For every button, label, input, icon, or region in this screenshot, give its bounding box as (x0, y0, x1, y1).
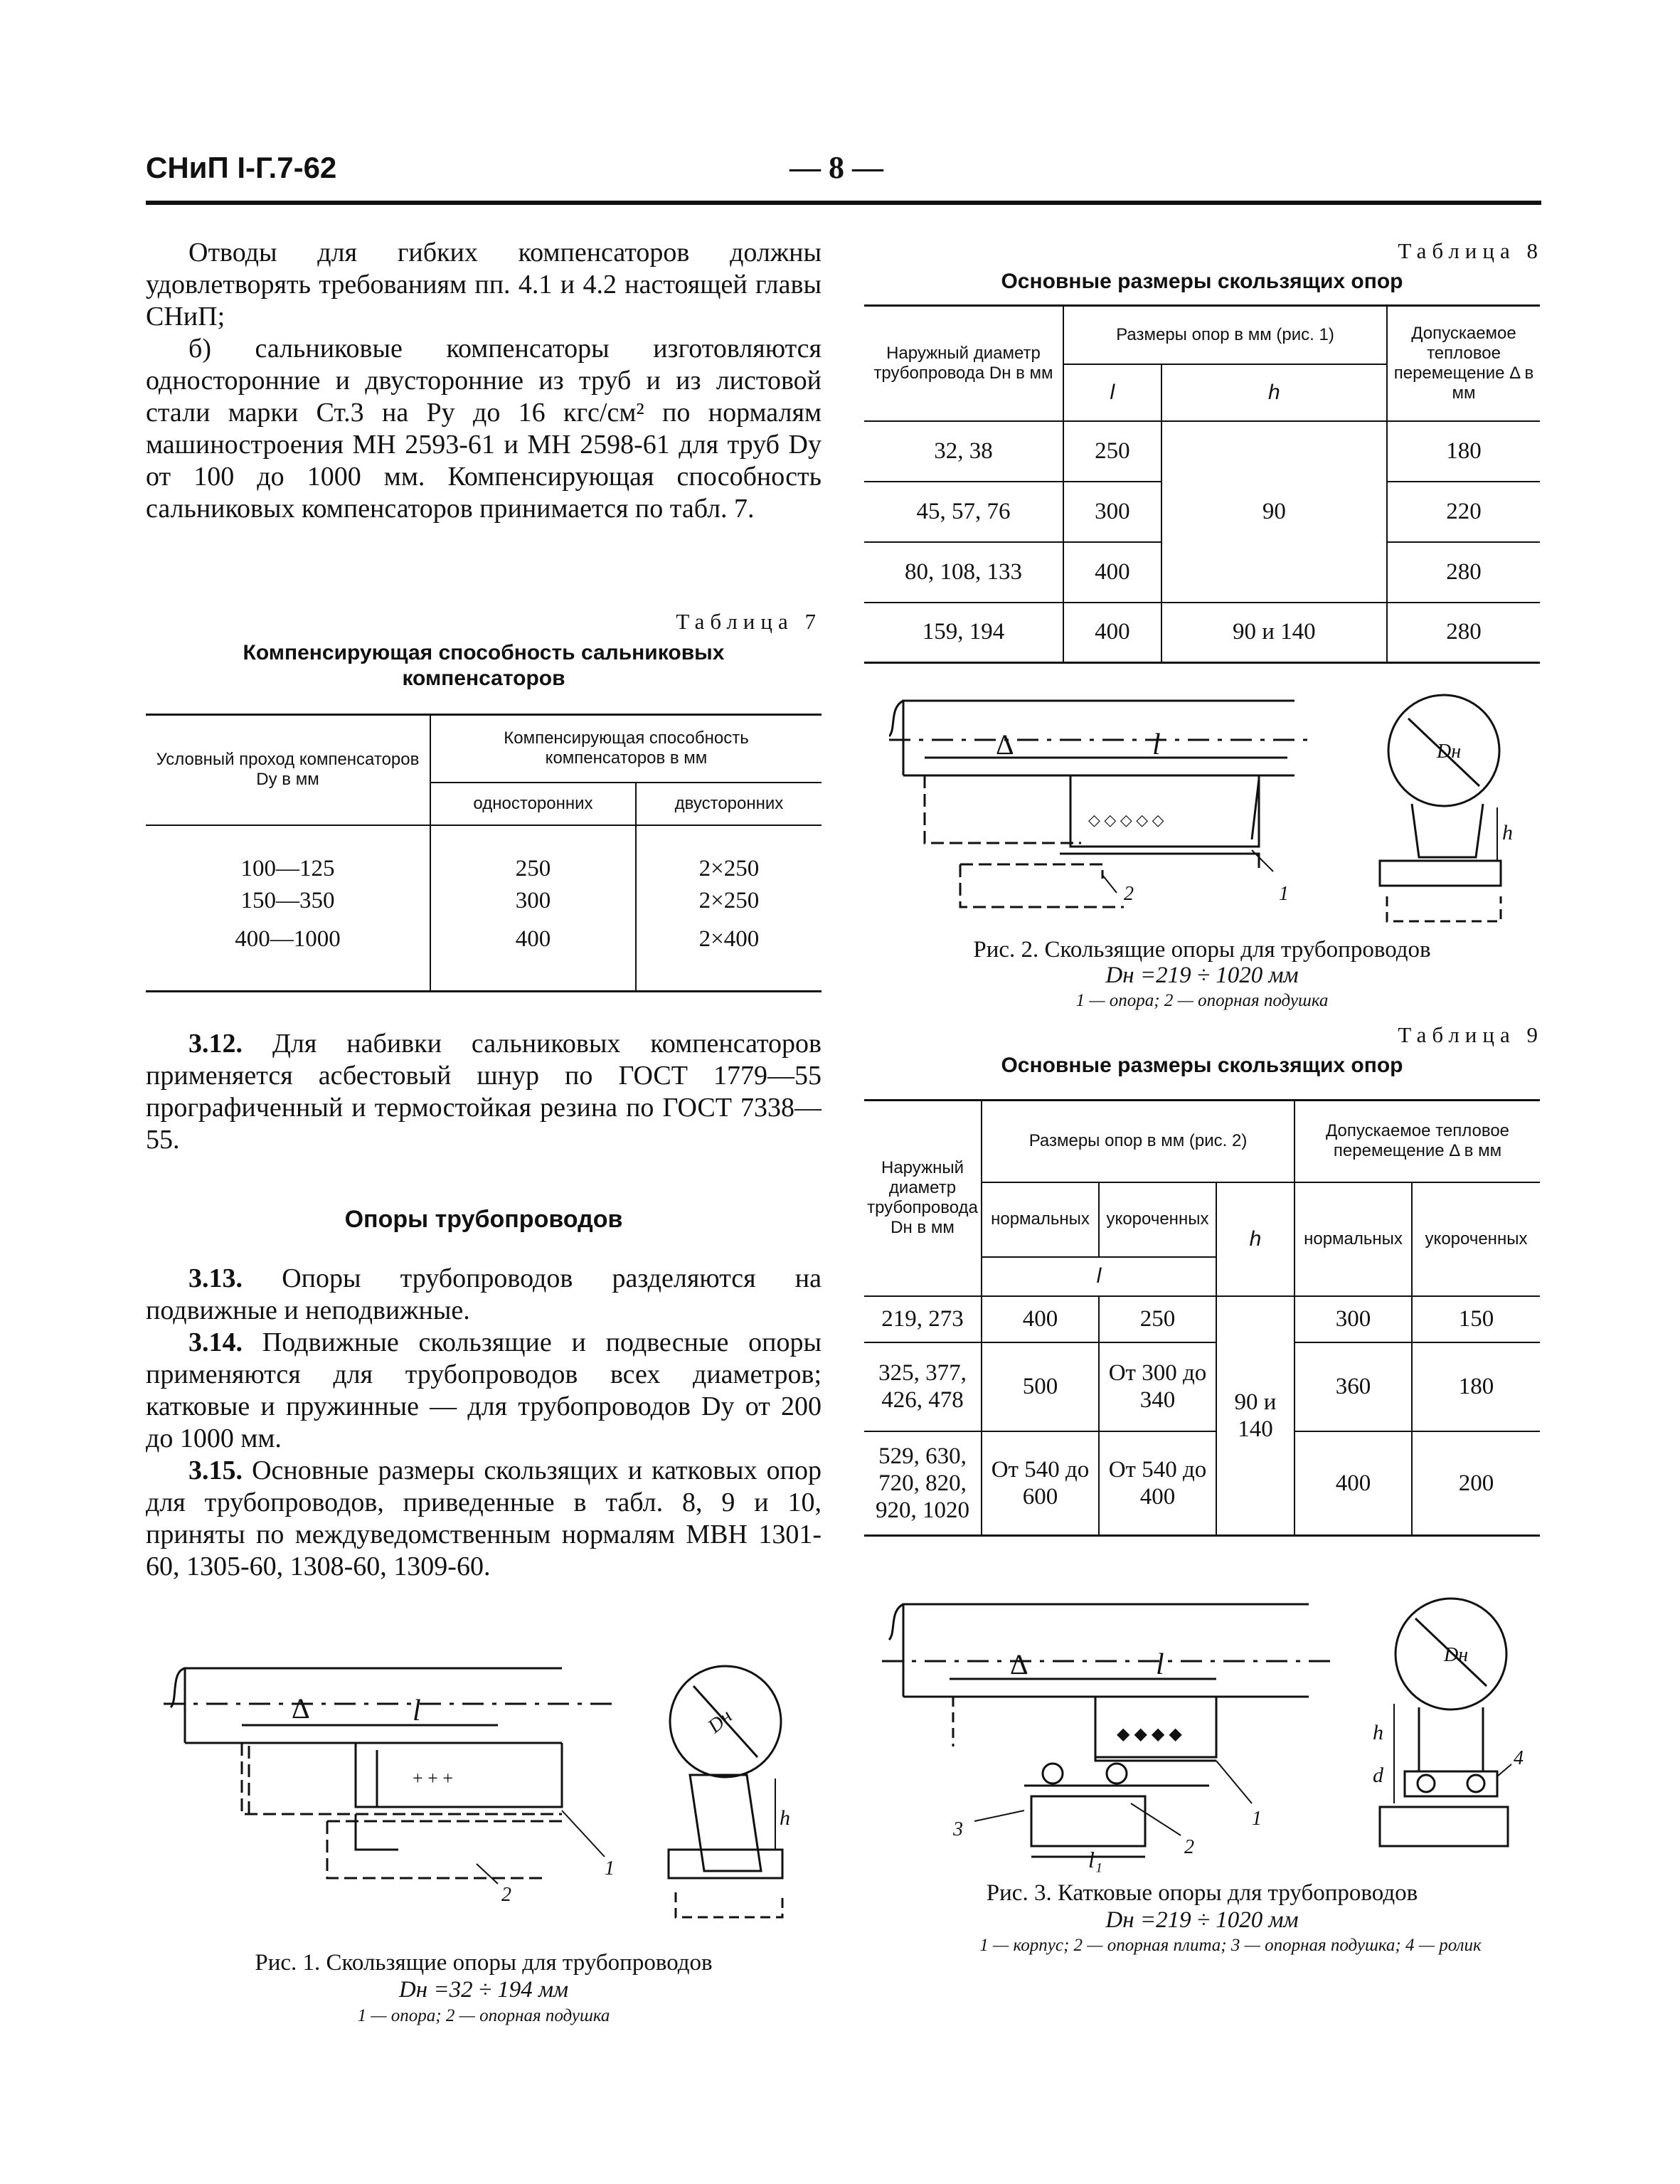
table7-header-two-sided: двусторонних (636, 783, 822, 825)
support-pad (356, 1814, 398, 1850)
label-1: 1 (1252, 1808, 1262, 1830)
table-row (864, 421, 1540, 482)
label-delta: Δ (1010, 1648, 1028, 1680)
table8-cell: 400 (1063, 603, 1161, 663)
figure2-caption-range: Dн =219 ÷ 1020 мм (1105, 963, 1299, 988)
table8-header-h: h (1161, 364, 1387, 421)
leader-4 (1497, 1764, 1511, 1776)
table-row (864, 1296, 1540, 1342)
table8-cell: 180 (1387, 421, 1540, 482)
table9-cell: 400 (982, 1296, 1099, 1342)
table8-cell: 32, 38 (864, 421, 1063, 482)
left-column-intro (146, 237, 822, 525)
table9-cell: От 300 до 340 (1099, 1342, 1216, 1431)
table9-title: Основные размеры скользящих опор (1001, 1054, 1403, 1077)
figure1-caption: Рис. 1. Скользящие опоры для трубопроводов (255, 1950, 713, 1976)
support-plate (1024, 1786, 1209, 1846)
table-row (864, 1342, 1540, 1431)
figure3-caption-range: Dн =219 ÷ 1020 мм (1105, 1907, 1299, 1933)
table7-cell: 400 (430, 921, 636, 992)
page-number: — 8 — (790, 150, 883, 185)
label-delta: Δ (996, 728, 1014, 760)
roller-section-left (1418, 1775, 1435, 1792)
table9-cell: 529, 630, 720, 820, 920, 1020 (864, 1431, 982, 1536)
table9-cell: 300 (1294, 1296, 1412, 1342)
table8-cell: 90 и 140 (1161, 603, 1387, 663)
figure2-sliding-support-drawing (889, 687, 1529, 928)
pipe-outline (889, 1604, 1309, 1697)
table-row (146, 825, 822, 882)
table-row (146, 882, 822, 921)
label-l: l (413, 1695, 421, 1727)
pad-section (669, 1850, 782, 1878)
paragraph-3-12 (146, 1028, 822, 1156)
figure1-caption-range: Dн =32 ÷ 194 мм (398, 1977, 569, 2003)
table7-cell: 2×250 (636, 825, 822, 882)
table7-cell: 400—1000 (146, 921, 430, 992)
roller-section-right (1467, 1775, 1484, 1792)
label-h: h (780, 1806, 790, 1830)
pad-section (1380, 1807, 1508, 1846)
clause-text: Опоры трубопроводов разделяются на подвижные и неподвижные. (146, 1263, 822, 1325)
label-dn: Dн (1444, 1644, 1469, 1666)
table9-header-move-normal: нормальных (1294, 1182, 1412, 1296)
table7-cell: 150—350 (146, 882, 430, 921)
label-2: 2 (1184, 1836, 1194, 1858)
pipe-outline (889, 701, 1294, 775)
table7-title: Компенсирующая способность сальниковых компенсаторов (243, 641, 725, 690)
table8-header-movement: Допускаемое тепловое перемещение Δ в мм (1387, 306, 1540, 421)
table9-header-move-short: укороченных (1412, 1182, 1540, 1296)
table8-cell: 280 (1387, 542, 1540, 603)
table9-cell: 180 (1412, 1342, 1540, 1431)
table9-cell: 325, 377, 426, 478 (864, 1342, 982, 1431)
table9-cell: 150 (1412, 1296, 1540, 1342)
table7-cell: 100—125 (146, 825, 430, 882)
label-dn: Dн (1437, 741, 1462, 763)
table8-label: Таблица 8 (1398, 238, 1543, 263)
table8-header-l: l (1063, 364, 1161, 421)
table7-label: Таблица 7 (676, 609, 822, 634)
table9-header-l: l (982, 1257, 1216, 1296)
figure2-caption: Рис. 2. Скользящие опоры для трубопроводов (973, 937, 1431, 963)
pipe-outline (171, 1668, 562, 1743)
table8-cell: 80, 108, 133 (864, 542, 1063, 603)
table8-title: Основные размеры скользящих опор (1001, 270, 1403, 293)
support-dashed (925, 775, 1081, 843)
table7 (146, 714, 822, 992)
paragraphs-supports (146, 1263, 822, 1583)
table9-header-diameter: Наружный диаметр трубопровода Dн в мм (864, 1101, 982, 1296)
table8-cell: 280 (1387, 603, 1540, 663)
table9-cell: 219, 273 (864, 1296, 982, 1342)
label-l1: l₁ (1088, 1847, 1103, 1872)
leader-1 (562, 1811, 605, 1857)
table9-header-movement: Допускаемое тепловое перемещение Δ в мм (1294, 1101, 1540, 1182)
table-row (864, 1431, 1540, 1536)
label-2: 2 (1124, 883, 1134, 905)
table8-cell-h-merged: 90 (1161, 421, 1387, 603)
table9-header-l-normal: нормальных (982, 1182, 1099, 1257)
section-heading-supports: Опоры трубопроводов (344, 1206, 623, 1233)
leader-1 (1216, 1761, 1252, 1803)
table7-cell: 2×250 (636, 882, 822, 921)
paragraph-gland-compensators: б) сальниковые компенсаторы изготовляются односторонние и двусторонние из труб и из листовой стали марки Ст.3 на Pу до 16 кгс/см² по нормалям машиностроения МН 2593-61 и МН 2598-61 для труб Dу от 100 до 1000 мм. Компенсирующая способность сальниковых компенсаторов принимается по табл. 7. (146, 334, 822, 524)
support-plate (1060, 854, 1259, 868)
table9-cell: От 540 до 400 (1099, 1431, 1216, 1536)
label-h: h (1502, 821, 1513, 844)
pad-section-dashed (1387, 896, 1501, 921)
leader-1 (1252, 850, 1273, 871)
marks: ◆ ◆ ◆ ◆ (1117, 1725, 1182, 1744)
table7-cell: 250 (430, 825, 636, 882)
table9-cell: 400 (1294, 1431, 1412, 1536)
table8-cell: 220 (1387, 482, 1540, 542)
leader-2 (477, 1864, 498, 1884)
support-pad-dashed (960, 864, 1124, 907)
table9-header-h: h (1216, 1182, 1294, 1296)
support-section (690, 1775, 761, 1871)
table9-label: Таблица 9 (1398, 1022, 1543, 1047)
marks: ◇ ◇ ◇ ◇ ◇ (1088, 811, 1164, 829)
label-h: h (1373, 1721, 1383, 1744)
label-4: 4 (1514, 1747, 1524, 1769)
table8 (864, 304, 1540, 664)
label-3: 3 (953, 1818, 963, 1840)
table7-header-capacity: Компенсирующая способность компенсаторов в мм (430, 715, 822, 783)
clause-text: Основные размеры скользящих и катковых опор для трубопроводов, приведенные в табл. 8, 9 и 10, приняты по междуведомственным нормалям МВН 1301-60, 1305-60, 1308-60, 1309-60. (146, 1456, 822, 1581)
label-1: 1 (605, 1857, 615, 1880)
table9-header-dimensions: Размеры опор в мм (рис. 2) (982, 1101, 1294, 1182)
table8-cell: 300 (1063, 482, 1161, 542)
table8-header-diameter: Наружный диаметр трубопровода Dн в мм (864, 306, 1063, 421)
label-2: 2 (501, 1884, 511, 1906)
figure1-legend: 1 — опора; 2 — опорная подушка (357, 2006, 610, 2025)
support-body (356, 1743, 562, 1807)
clause-text: Для набивки сальниковых компенсаторов применяется асбестовый шнур по ГОСТ 1779—55 прографиченный и термостойкая резина по ГОСТ 7338—55. (146, 1029, 822, 1155)
support-dashed (242, 1743, 562, 1814)
header-rule (146, 201, 1541, 205)
leader-3 (974, 1811, 1024, 1821)
paragraph-bends: Отводы для гибких компенсаторов должны удовлетворять требованиям пп. 4.1 и 4.2 настоящей главы СНиП; (146, 238, 822, 332)
roller-left (1043, 1764, 1063, 1783)
document-code: СНиП I-Г.7-62 (146, 151, 337, 184)
support-section (1412, 804, 1483, 857)
figure3-roller-support-drawing (882, 1590, 1536, 1875)
figure2-legend: 1 — опора; 2 — опорная подушка (1075, 991, 1329, 1010)
pad-section-dashed (676, 1892, 782, 1917)
table8-cell: 400 (1063, 542, 1161, 603)
roller-right (1107, 1764, 1127, 1783)
table8-cell: 159, 194 (864, 603, 1063, 663)
table9-cell: 200 (1412, 1431, 1540, 1536)
label-l: l (1156, 1648, 1164, 1681)
label-dn: Dн (703, 1705, 737, 1738)
marks: + + + (413, 1768, 453, 1788)
table-row (146, 921, 822, 992)
figure3-caption: Рис. 3. Катковые опоры для трубопроводов (986, 1880, 1418, 1906)
clause-number: 3.13. (188, 1263, 243, 1293)
pad-section (1380, 861, 1501, 886)
label-l: l (1152, 728, 1161, 761)
table-row (864, 603, 1540, 663)
figure3-legend: 1 — корпус; 2 — опорная плита; 3 — опорная подушка; 4 — ролик (979, 1936, 1482, 1955)
table9-header-l-short: укороченных (1099, 1182, 1216, 1257)
table9-cell: 250 (1099, 1296, 1216, 1342)
label-d: d (1373, 1764, 1383, 1787)
table8-cell: 45, 57, 76 (864, 482, 1063, 542)
table9-cell: От 540 до 600 (982, 1431, 1099, 1536)
table9-cell: 500 (982, 1342, 1099, 1431)
table8-header-dimensions: Размеры опор в мм (рис. 1) (1063, 306, 1387, 365)
label-delta: Δ (292, 1692, 310, 1724)
clause-text: Подвижные скользящие и подвесные опоры применяются для трубопроводов всех диаметров; катковые и пружинные — для трубопроводов Dу от 200 до 1000 мм. (146, 1327, 822, 1453)
clause-number: 3.12. (188, 1029, 243, 1059)
figure1-sliding-support-drawing (164, 1636, 804, 1935)
table9-cell: 360 (1294, 1342, 1412, 1431)
table7-header-diameter: Условный проход компенсаторов Dу в мм (146, 715, 430, 825)
label-1: 1 (1279, 883, 1289, 905)
table9-cell-h-merged: 90 и 140 (1216, 1296, 1294, 1536)
table7-cell: 2×400 (636, 921, 822, 992)
table8-cell: 250 (1063, 421, 1161, 482)
clause-number: 3.15. (188, 1456, 243, 1485)
table7-cell: 300 (430, 882, 636, 921)
leader-2 (1131, 1803, 1181, 1835)
table7-header-one-sided: односторонних (430, 783, 636, 825)
clause-number: 3.14. (188, 1327, 243, 1357)
leader-2 (1102, 875, 1117, 893)
table9 (864, 1099, 1540, 1537)
